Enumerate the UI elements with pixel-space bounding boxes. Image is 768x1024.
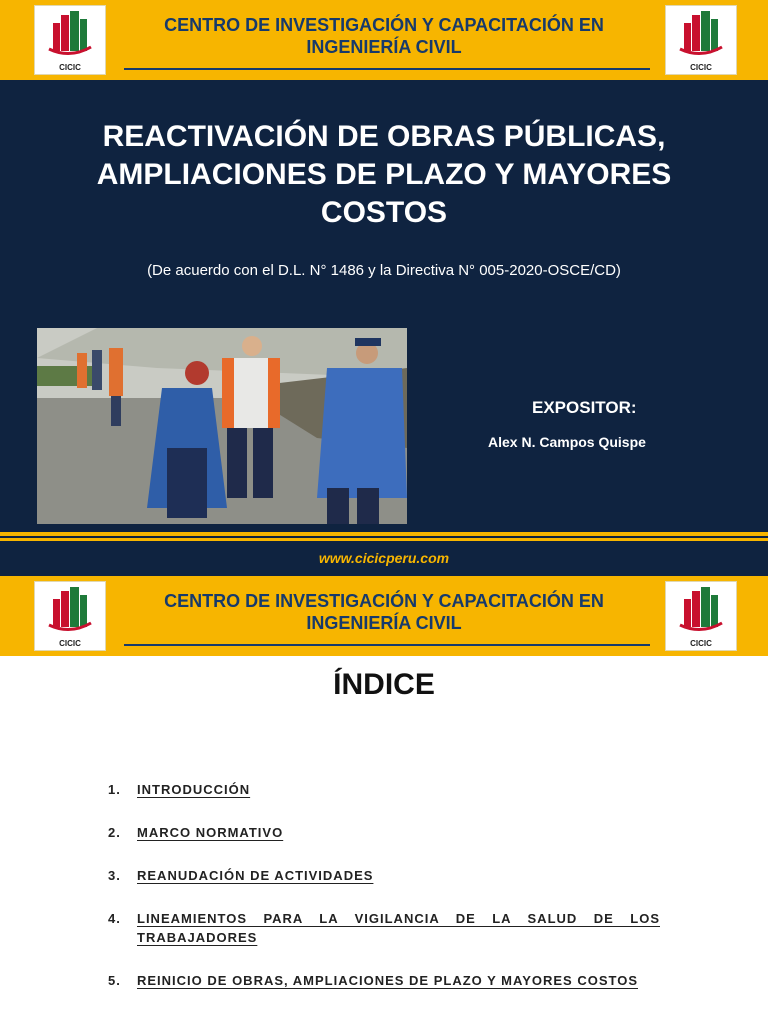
logo-caption: CICIC — [690, 639, 712, 648]
toc-link[interactable]: LINEAMIENTOS PARA LA VIGILANCIA DE LA SALUD DE LOS TRABAJADORES — [137, 911, 660, 945]
toc-number: 2. — [108, 825, 121, 840]
footer-band — [0, 543, 768, 576]
logo-caption: CICIC — [59, 639, 81, 648]
index-slide — [0, 576, 768, 1024]
header-bar — [0, 576, 768, 656]
toc-number: 1. — [108, 782, 121, 797]
toc-number: 4. — [108, 911, 121, 926]
website-link[interactable]: www.cicicperu.com — [318, 550, 450, 566]
building-logo-icon — [43, 9, 97, 61]
expositor-label: EXPOSITOR: — [532, 398, 637, 417]
expositor-name: Alex N. Campos Quispe — [488, 434, 646, 450]
building-logo-icon — [674, 585, 728, 637]
gold-band — [0, 538, 768, 541]
toc-link[interactable]: INTRODUCCIÓN — [137, 782, 251, 797]
logo-caption: CICIC — [690, 63, 712, 72]
header-title: CENTRO DE INVESTIGACIÓN Y CAPACITACIÓN EN INGENIERÍA CIVIL — [164, 591, 604, 633]
index-title: ÍNDICE — [333, 668, 435, 701]
building-logo-icon — [43, 585, 97, 637]
slide-title: REACTIVACIÓN DE OBRAS PÚBLICAS, AMPLIACIONES DE PLAZO Y MAYORES COSTOS — [96, 120, 672, 229]
header-bar — [0, 0, 768, 80]
header-title: CENTRO DE INVESTIGACIÓN Y CAPACITACIÓN EN INGENIERÍA CIVIL — [164, 15, 604, 57]
cicic-logo — [34, 581, 106, 651]
logo-caption: CICIC — [59, 63, 81, 72]
cicic-logo — [665, 5, 737, 75]
toc-link[interactable]: MARCO NORMATIVO — [137, 825, 284, 840]
cicic-logo — [665, 581, 737, 651]
toc-link[interactable]: REANUDACIÓN DE ACTIVIDADES — [137, 868, 374, 883]
cicic-logo — [34, 5, 106, 75]
building-logo-icon — [674, 9, 728, 61]
toc-link[interactable]: REINICIO DE OBRAS, AMPLIACIONES DE PLAZO Y MAYORES COSTOS — [137, 973, 638, 988]
slide-subtitle: (De acuerdo con el D.L. N° 1486 y la Directiva N° 005-2020-OSCE/CD) — [147, 262, 621, 279]
toc-number: 5. — [108, 973, 121, 988]
header-divider — [124, 68, 650, 70]
workers-photo — [37, 328, 407, 524]
gold-band — [0, 532, 768, 536]
header-divider — [124, 644, 650, 646]
toc-number: 3. — [108, 868, 121, 883]
